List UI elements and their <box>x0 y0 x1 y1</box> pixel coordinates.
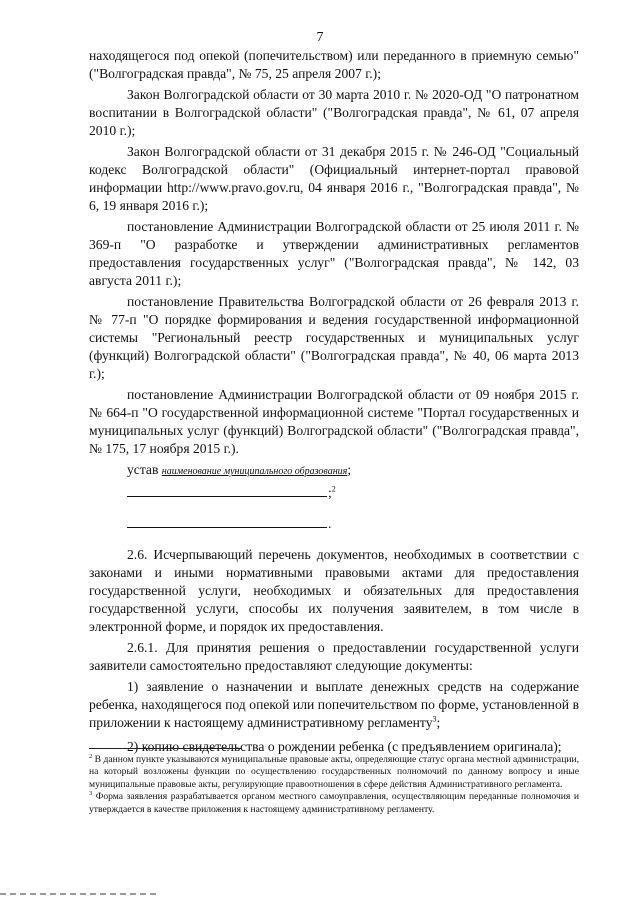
paragraph-resolution-2011: постановление Администрации Волгоградской области от 25 июля 2011 г. № 369-п "О разработке и утверждении административных регламентов предоставления государственных услуг" ("Волгоградская правда", № 142, 03 августа 2011 г.); <box>89 219 579 288</box>
footnote-ref-3: 3 <box>432 714 437 724</box>
charter-prefix: устав <box>127 462 162 477</box>
footnotes <box>89 754 579 816</box>
footnote-separator <box>89 748 241 749</box>
blank-underline <box>127 484 327 497</box>
footnote-2: $^2$ В данном пункте указываются муниципальные правовые акты, определяющие статус органа местной администрации, на который возложены функции по осуществлению государственных полномочий по данному вопросу и иные муниципальные правовые акты, регулирующие правоотношения в сфере действия Административного регламента. <box>89 752 579 790</box>
section-2-6-1: 2.6.1. Для принятия решения о предоставлении государственной услуги заявители самостоятельно предоставляют следующие документы: <box>89 640 579 673</box>
charter-suffix: ; <box>347 462 352 477</box>
scan-edge-mark <box>0 893 160 895</box>
footnote-3: $^3$ Форма заявления разрабатывается органом местного самоуправления, осуществляющим переданные полномочия и утверждается в качестве приложения к настоящему административному регламенту. <box>89 790 579 815</box>
charter-line <box>89 461 579 481</box>
blank-line-2: . <box>89 515 579 533</box>
paragraph-resolution-2013: постановление Правительства Волгоградской области от 26 февраля 2013 г. № 77-п "О порядке формирования и ведения государственной информационной системы "Региональный реестр государственных и муниципальных услуг (функций) Волгоградской области" ("Волгоградская правда", № 40, 06 марта 2013 г.); <box>89 294 579 381</box>
list-item-1: 1) заявление о назначении и выплате денежных средств на содержание ребенка, находящегося под опекой или попечительством по форме, установленной в приложении к настоящему административному регламенту$^3$; <box>89 679 579 730</box>
list-item-2: 2) копию свидетельства о рождении ребенка (с предъявлением оригинала); <box>127 739 562 754</box>
page-number: 7 <box>316 30 324 45</box>
footnote-ref-2: 2 <box>331 484 336 494</box>
paragraph-continuation: находящегося под опекой (попечительством) или переданного в приемную семью" ("Волгоградская правда", № 75, 25 апреля 2007 г.); <box>89 48 579 81</box>
section-2-6: 2.6. Исчерпывающий перечень документов, необходимых в соответствии с законами и иными нормативными правовыми актами для предоставления государственной услуги, необходимых и обязательных для предоставления государственной услуги, способы их получения заявителем, в том числе в электронной форме, и порядок их предоставления. <box>89 547 579 634</box>
document-body <box>89 47 579 759</box>
paragraph-law-2010: Закон Волгоградской области от 30 марта 2010 г. № 2020-ОД "О патронатном воспитании в Волгоградской области" ("Волгоградская правда", № 61, 07 апреля 2010 г.); <box>89 87 579 138</box>
blank-line-1: ;$^2$ <box>89 484 579 502</box>
charter-placeholder: наименование муниципального образования <box>161 466 348 477</box>
paragraph-law-2015: Закон Волгоградской области от 31 декабря 2015 г. № 246-ОД "Социальный кодекс Волгоградской области" (Официальный интернет-портал правовой информации http://www.pravo.gov.ru, 04 января 2016 г., "Волгоградская правда", № 6, 19 января 2016 г.); <box>89 144 579 213</box>
paragraph-resolution-2015: постановление Администрации Волгоградской области от 09 ноября 2015 г. № 664-п "О государственной информационной системе "Портал государственных и муниципальных услуг (функций) Волгоградской области" ("Волгоградская правда", № 175, 17 ноября 2015 г.). <box>89 387 579 456</box>
blank-underline <box>127 515 327 528</box>
